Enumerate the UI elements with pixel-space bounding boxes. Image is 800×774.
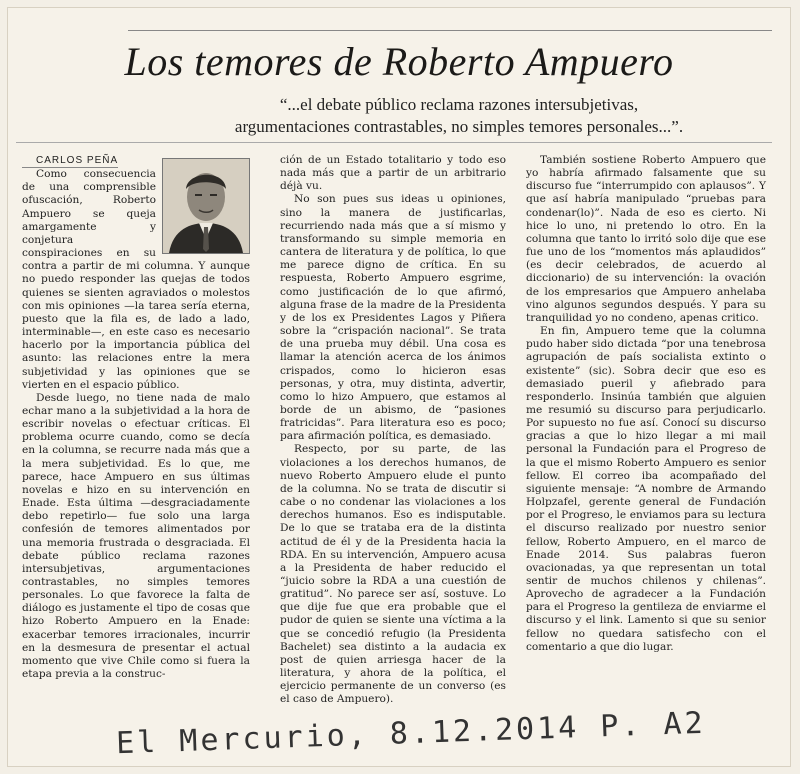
pull-quote-line-2: argumentaciones contrastables, no simples temores personales...”. <box>234 117 684 136</box>
paragraph: Desde luego, no tiene nada de malo echar mano a la subjetividad a la hora de escribir novelas o efectuar críticas. El problema ocurre cuando, como se decía en la columna, se recurre nada más que a la mera subjetividad. Es lo que, me parece, hace Ampuero en sus últimas novelas e hizo en su intervención en Enade. Esta última —desgraciadamente debo repetirlo— fue solo una larga confesión de temores alimentados por una memoria frustrada o desgraciada. El debate público reclama razones intersubjetivas, argumentaciones contrastables, no simples temores personales. Lo que favorece la falta de diálogo es justamente el tipo de cosas que hizo Roberto Ampuero en la Enade: exacerbar temores irracionales, incurrir en la desmesura de presentar el actual momento que vive Chile como si fuera la etapa previa a la construc- <box>22 391 250 681</box>
column-2 <box>280 154 506 707</box>
paragraph: En fin, Ampuero teme que la columna pudo haber sido dictada “por una tenebrosa agrupación de país socialista extinto o existente” (sic). Sobra decir que eso es demasiado pueril y afiebrado para responderlo. Insinúa también que alguien me resumió su discurso para perjudicarlo. Por supuesto no fue así. Conocí su discurso gracias a que lo hizo llegar a mi mail personal la Fundación para el Progreso de la que el mismo Roberto Ampuero es senior fellow. El correo iba acompañado del siguiente mensaje: “A nombre de Armando Holpzafel, gerente general de Fundación por el Progreso, le enviamos para su lectura el discurso realizado por nuestro senior fellow, Roberto Ampuero, en el marco de Enade 2014. Sus palabras fueron ovacionadas, ya que representan un total sentir de muchos chilenos y chilenas”. Aprovecho de agradecer a la Fundación para el Progreso la gentileza de enviarme el discurso y el link. Lamento si que su senior fellow no quedara satisfecho con el comentario a que dio lugar. <box>526 325 766 653</box>
deck-rule <box>16 142 772 143</box>
paragraph: Respecto, por su parte, de las violaciones a los derechos humanos, de nuevo Roberto Ampuero elude el punto de la columna. No se trata de discutir si cabe o no condenar las violaciones a los derechos humanos. Eso es indisputable. De lo que se trataba era de la distinta actitud de él y de la Presidenta hacia la RDA. En su intervención, Ampuero acusa a la Presidenta de haber reducido el “juicio sobre la RDA a una cuestión de gratitud”. No parece ser así, sostuve. Lo que dije fue que era probable que el pudor de quien se siente una víctima a la que se concedió refugio (la Presidenta Bachelet) sea distinto a la audacia ex post de quien arriesga hacer de la literatura, y ahora de la política, el ejercicio permanente de un converso (es el caso de Ampuero). <box>280 443 506 706</box>
pull-quote <box>158 94 760 138</box>
headline: Los temores de Roberto Ampuero <box>124 39 674 84</box>
paragraph: ción de un Estado totalitario y todo eso nada más que a partir de un arbitrario déjà vu. <box>280 154 506 193</box>
header-rule <box>128 30 772 31</box>
paragraph: Como consecuencia de una comprensible ofuscación, Roberto Ampuero se queja amargamente y conjetura conspiraciones en su contra a partir de mi columna. Y aunque no puedo responder las quejas de todos quienes se sienten agraviados o molestos con mis opiniones —la tarea sería eterna, puesto que la fila es, de lado a lado, interminable—, en este caso es necesario hacerlo por la importancia pública del asunto: las relaciones entre la mera subjetividad y las opiniones que se vierten en el espacio público. <box>22 168 250 391</box>
paragraph: También sostiene Roberto Ampuero que yo habría afirmado falsamente que su discurso fue “interrumpido con aplausos”. Y que así habría manipulado “pruebas para condenar(lo)”. Nada de eso es cierto. Ni hice lo uno, ni pretendo lo otro. En la columna que tanto lo irritó solo dije que ese fue uno de los “momentos más aplaudidos” (es decir celebrados, de acuerdo al diccionario) de su intervención: la ovación de los empresarios que Ampuero anhelaba vino algunos segundos después. Y para su tranquilidad yo no condeno, apenas critico. <box>526 154 766 324</box>
paragraph: No son pues sus ideas u opiniones, sino la manera de justificarlas, recurriendo nada más que a sí mismo y transformando su simple memoria en cantera de literatura y de política, lo que me parece digno de crítica. En su respuesta, Roberto Ampuero esgrime, como justificación de lo que afirmó, alguna frase de la madre de la Presidenta y de los ex Presidentes Lagos y Piñera sobre la “crispación nacional”. Se trata de una prueba muy débil. Una cosa es llamar la atención acerca de los ánimos crispados, como lo hicieron esas personas, y otra, muy distinta, advertir, como lo hizo Ampuero, que estamos al borde de un abismo, de “pasiones fratricidas”. Para literatura eso es poco; para afirmación política, es demasiado. <box>280 193 506 443</box>
handwritten-source-note: El Mercurio, 8.12.2014 P. A2 <box>115 705 707 762</box>
author-portrait <box>162 158 250 254</box>
column-3 <box>526 154 766 654</box>
byline: CARLOS PEÑA <box>22 154 118 168</box>
pull-quote-line-1: “...el debate público reclama razones intersubjetivas, <box>279 95 639 114</box>
newspaper-clipping <box>8 8 790 766</box>
column-1 <box>22 154 250 681</box>
